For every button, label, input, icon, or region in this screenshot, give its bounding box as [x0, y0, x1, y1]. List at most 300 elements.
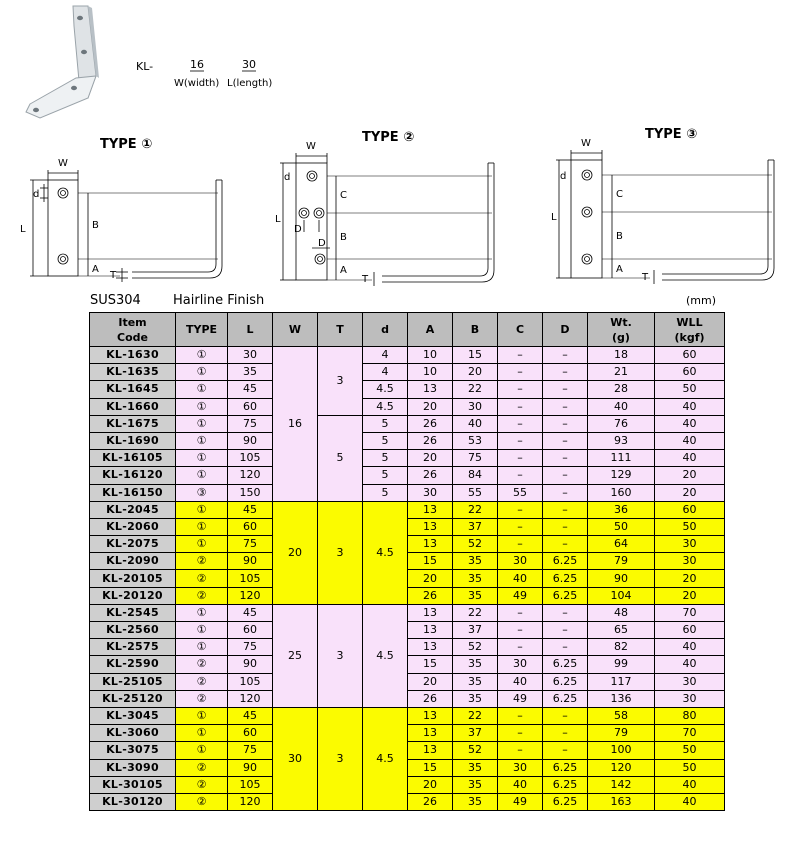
table-row — [90, 398, 725, 415]
type2-dim-C: C — [340, 190, 347, 201]
cell-C: – — [498, 639, 543, 656]
table-row — [90, 518, 725, 535]
cell-B: 30 — [453, 398, 498, 415]
header-L: L — [228, 313, 273, 347]
cell-C: 40 — [498, 776, 543, 793]
table-row — [90, 467, 725, 484]
cell-C: – — [498, 742, 543, 759]
cell-W: 30 — [273, 707, 318, 810]
type3-dim-T: T — [642, 272, 649, 283]
cell-B: 52 — [453, 536, 498, 553]
cell-wll: 40 — [655, 432, 725, 449]
cell-C: – — [498, 432, 543, 449]
cell-weight: 104 — [588, 587, 655, 604]
cell-B: 35 — [453, 690, 498, 707]
cell-type: ① — [176, 398, 228, 415]
type2-dim-D: D — [294, 224, 302, 235]
type3-dim-d: d — [560, 171, 567, 182]
cell-D: – — [543, 484, 588, 501]
cell-L: 105 — [228, 570, 273, 587]
cell-wll: 40 — [655, 656, 725, 673]
cell-code: KL-16150 — [90, 484, 176, 501]
cell-type: ② — [176, 759, 228, 776]
cell-B: 53 — [453, 432, 498, 449]
type3-dim-B: B — [616, 231, 623, 242]
cell-L: 150 — [228, 484, 273, 501]
cell-L: 120 — [228, 793, 273, 810]
cell-weight: 36 — [588, 501, 655, 518]
cell-type: ② — [176, 570, 228, 587]
example-width-label: W(width) — [174, 78, 220, 89]
cell-d: 5 — [363, 432, 408, 449]
table-row — [90, 501, 725, 518]
cell-weight: 93 — [588, 432, 655, 449]
cell-C: 49 — [498, 690, 543, 707]
cell-weight: 64 — [588, 536, 655, 553]
cell-A: 20 — [408, 776, 453, 793]
cell-D: – — [543, 725, 588, 742]
table-row — [90, 656, 725, 673]
cell-code: KL-30120 — [90, 793, 176, 810]
cell-type: ① — [176, 604, 228, 621]
cell-d: 4 — [363, 347, 408, 364]
type1-dim-L: L — [20, 224, 26, 235]
cell-wll: 70 — [655, 604, 725, 621]
cell-D: – — [543, 622, 588, 639]
cell-wll: 20 — [655, 467, 725, 484]
cell-wll: 50 — [655, 759, 725, 776]
cell-C: – — [498, 622, 543, 639]
cell-type: ② — [176, 776, 228, 793]
cell-A: 26 — [408, 432, 453, 449]
cell-code: KL-1675 — [90, 415, 176, 432]
cell-L: 35 — [228, 364, 273, 381]
cell-A: 20 — [408, 570, 453, 587]
cell-weight: 90 — [588, 570, 655, 587]
cell-A: 10 — [408, 347, 453, 364]
cell-type: ① — [176, 415, 228, 432]
table-row — [90, 553, 725, 570]
cell-code: KL-16105 — [90, 450, 176, 467]
cell-weight: 79 — [588, 725, 655, 742]
cell-D: 6.25 — [543, 587, 588, 604]
cell-wll: 50 — [655, 381, 725, 398]
cell-type: ① — [176, 501, 228, 518]
cell-weight: 58 — [588, 707, 655, 724]
cell-type: ① — [176, 639, 228, 656]
type3-dim-C: C — [616, 189, 623, 200]
cell-D: – — [543, 518, 588, 535]
cell-L: 120 — [228, 587, 273, 604]
type3-drawing — [556, 150, 774, 284]
example-prefix: KL- — [136, 60, 154, 73]
cell-D: 6.25 — [543, 776, 588, 793]
cell-D: – — [543, 639, 588, 656]
cell-code: KL-20120 — [90, 587, 176, 604]
cell-type: ① — [176, 467, 228, 484]
cell-weight: 99 — [588, 656, 655, 673]
cell-L: 60 — [228, 518, 273, 535]
cell-type: ② — [176, 587, 228, 604]
cell-A: 26 — [408, 793, 453, 810]
table-row — [90, 415, 725, 432]
cell-d: 4.5 — [363, 501, 408, 604]
cell-weight: 160 — [588, 484, 655, 501]
cell-D: – — [543, 398, 588, 415]
cell-weight: 129 — [588, 467, 655, 484]
cell-type: ② — [176, 673, 228, 690]
cell-wll: 30 — [655, 673, 725, 690]
cell-wll: 40 — [655, 776, 725, 793]
cell-wll: 70 — [655, 725, 725, 742]
cell-C: – — [498, 398, 543, 415]
cell-L: 90 — [228, 553, 273, 570]
cell-wll: 50 — [655, 518, 725, 535]
type2-dim-L: L — [275, 214, 281, 225]
cell-T: 3 — [318, 604, 363, 707]
cell-weight: 120 — [588, 759, 655, 776]
table-row — [90, 742, 725, 759]
cell-type: ① — [176, 536, 228, 553]
header-type: TYPE — [176, 313, 228, 347]
cell-L: 90 — [228, 432, 273, 449]
cell-wll: 40 — [655, 415, 725, 432]
header-W: W — [273, 313, 318, 347]
cell-D: – — [543, 432, 588, 449]
cell-B: 22 — [453, 501, 498, 518]
cell-L: 75 — [228, 536, 273, 553]
cell-code: KL-2590 — [90, 656, 176, 673]
cell-D: – — [543, 536, 588, 553]
cell-D: 6.25 — [543, 793, 588, 810]
cell-L: 120 — [228, 467, 273, 484]
type1-title: TYPE ① — [100, 137, 153, 152]
cell-L: 45 — [228, 381, 273, 398]
type3-title: TYPE ③ — [645, 127, 698, 142]
cell-weight: 21 — [588, 364, 655, 381]
cell-C: – — [498, 415, 543, 432]
finish-label: Hairline Finish — [173, 293, 265, 308]
type3-dim-W: W — [581, 138, 591, 149]
cell-B: 35 — [453, 793, 498, 810]
cell-d: 5 — [363, 467, 408, 484]
cell-B: 22 — [453, 381, 498, 398]
type2-dim-B: B — [340, 232, 347, 243]
cell-L: 105 — [228, 673, 273, 690]
cell-D: – — [543, 381, 588, 398]
cell-B: 35 — [453, 656, 498, 673]
cell-A: 13 — [408, 536, 453, 553]
cell-A: 13 — [408, 518, 453, 535]
cell-code: KL-1660 — [90, 398, 176, 415]
cell-L: 45 — [228, 501, 273, 518]
cell-A: 26 — [408, 587, 453, 604]
cell-B: 20 — [453, 364, 498, 381]
cell-C: 40 — [498, 673, 543, 690]
cell-A: 26 — [408, 467, 453, 484]
type3-dim-L: L — [551, 212, 557, 223]
type2-dim-A: A — [340, 265, 347, 276]
cell-C: 55 — [498, 484, 543, 501]
type1-dim-W: W — [58, 158, 68, 169]
cell-B: 35 — [453, 587, 498, 604]
cell-D: 6.25 — [543, 570, 588, 587]
cell-code: KL-1645 — [90, 381, 176, 398]
cell-A: 13 — [408, 707, 453, 724]
cell-L: 60 — [228, 725, 273, 742]
cell-B: 37 — [453, 622, 498, 639]
table-row — [90, 450, 725, 467]
spec-table — [89, 312, 725, 811]
cell-B: 75 — [453, 450, 498, 467]
table-row — [90, 725, 725, 742]
type2-dim-D-lower: D — [318, 238, 326, 249]
cell-L: 105 — [228, 450, 273, 467]
type1-dim-B: B — [92, 220, 99, 231]
cell-L: 75 — [228, 639, 273, 656]
cell-A: 10 — [408, 364, 453, 381]
table-row — [90, 639, 725, 656]
cell-A: 15 — [408, 759, 453, 776]
example-length-label: L(length) — [227, 78, 273, 89]
table-row — [90, 381, 725, 398]
cell-code: KL-1690 — [90, 432, 176, 449]
cell-D: 6.25 — [543, 553, 588, 570]
cell-B: 35 — [453, 553, 498, 570]
type1-dim-T: T — [110, 270, 117, 281]
table-row — [90, 776, 725, 793]
cell-A: 20 — [408, 673, 453, 690]
cell-code: KL-3045 — [90, 707, 176, 724]
cell-A: 15 — [408, 656, 453, 673]
type1-dim-A: A — [92, 264, 99, 275]
cell-type: ③ — [176, 484, 228, 501]
unit-label: (mm) — [685, 294, 716, 307]
cell-d: 5 — [363, 415, 408, 432]
cell-type: ① — [176, 725, 228, 742]
type3-dim-A: A — [616, 264, 623, 275]
cell-L: 105 — [228, 776, 273, 793]
cell-weight: 18 — [588, 347, 655, 364]
cell-wll: 50 — [655, 742, 725, 759]
cell-wll: 30 — [655, 553, 725, 570]
cell-wll: 60 — [655, 622, 725, 639]
header-wll: WLL (kgf) — [655, 313, 725, 347]
cell-B: 52 — [453, 639, 498, 656]
table-row — [90, 759, 725, 776]
cell-code: KL-2090 — [90, 553, 176, 570]
cell-C: – — [498, 518, 543, 535]
type2-dim-W: W — [306, 141, 316, 152]
cell-B: 15 — [453, 347, 498, 364]
cell-wll: 40 — [655, 793, 725, 810]
cell-L: 75 — [228, 415, 273, 432]
cell-type: ① — [176, 742, 228, 759]
cell-wll: 60 — [655, 347, 725, 364]
cell-D: – — [543, 415, 588, 432]
cell-T: 5 — [318, 415, 363, 501]
table-row — [90, 622, 725, 639]
table-row — [90, 604, 725, 621]
cell-A: 13 — [408, 501, 453, 518]
cell-C: – — [498, 381, 543, 398]
cell-type: ② — [176, 793, 228, 810]
cell-weight: 136 — [588, 690, 655, 707]
cell-wll: 60 — [655, 501, 725, 518]
cell-weight: 48 — [588, 604, 655, 621]
cell-C: 40 — [498, 570, 543, 587]
cell-type: ① — [176, 622, 228, 639]
cell-wll: 40 — [655, 450, 725, 467]
type2-dim-d: d — [284, 172, 291, 183]
cell-code: KL-1630 — [90, 347, 176, 364]
cell-d: 4 — [363, 364, 408, 381]
cell-code: KL-16120 — [90, 467, 176, 484]
cell-d: 4.5 — [363, 381, 408, 398]
cell-type: ② — [176, 690, 228, 707]
drawings-area — [0, 0, 800, 290]
cell-L: 90 — [228, 656, 273, 673]
cell-wll: 20 — [655, 587, 725, 604]
cell-C: – — [498, 364, 543, 381]
cell-A: 13 — [408, 604, 453, 621]
cell-A: 13 — [408, 381, 453, 398]
cell-code: KL-2560 — [90, 622, 176, 639]
cell-C: – — [498, 536, 543, 553]
cell-C: 30 — [498, 656, 543, 673]
cell-code: KL-3075 — [90, 742, 176, 759]
cell-code: KL-1635 — [90, 364, 176, 381]
cell-code: KL-3090 — [90, 759, 176, 776]
table-row — [90, 347, 725, 364]
header-D: D — [543, 313, 588, 347]
cell-weight: 79 — [588, 553, 655, 570]
cell-T: 3 — [318, 347, 363, 416]
cell-d: 4.5 — [363, 398, 408, 415]
cell-L: 60 — [228, 398, 273, 415]
cell-C: 30 — [498, 759, 543, 776]
cell-weight: 142 — [588, 776, 655, 793]
type1-dim-d: d — [33, 189, 40, 200]
cell-code: KL-2545 — [90, 604, 176, 621]
cell-L: 75 — [228, 742, 273, 759]
cell-D: – — [543, 450, 588, 467]
cell-L: 120 — [228, 690, 273, 707]
table-row — [90, 673, 725, 690]
header-d: d — [363, 313, 408, 347]
table-row — [90, 364, 725, 381]
cell-code: KL-30105 — [90, 776, 176, 793]
example-length-value: 30 — [242, 58, 256, 71]
table-row — [90, 570, 725, 587]
table-row — [90, 707, 725, 724]
table-row — [90, 793, 725, 810]
cell-d: 4.5 — [363, 707, 408, 810]
cell-weight: 65 — [588, 622, 655, 639]
header-A: A — [408, 313, 453, 347]
type2-drawing — [280, 153, 494, 286]
cell-type: ① — [176, 364, 228, 381]
cell-wll: 60 — [655, 364, 725, 381]
type2-dim-T: T — [362, 274, 369, 285]
header-code: Item Code — [90, 313, 176, 347]
cell-code: KL-2045 — [90, 501, 176, 518]
header-weight: Wt. (g) — [588, 313, 655, 347]
cell-wll: 40 — [655, 398, 725, 415]
cell-A: 26 — [408, 415, 453, 432]
type1-drawing — [30, 170, 222, 282]
cell-D: – — [543, 501, 588, 518]
cell-L: 45 — [228, 707, 273, 724]
cell-type: ① — [176, 518, 228, 535]
header-B: B — [453, 313, 498, 347]
table-row — [90, 690, 725, 707]
cell-A: 13 — [408, 622, 453, 639]
cell-type: ① — [176, 432, 228, 449]
cell-B: 37 — [453, 725, 498, 742]
cell-B: 35 — [453, 776, 498, 793]
cell-weight: 28 — [588, 381, 655, 398]
cell-W: 25 — [273, 604, 318, 707]
bracket-photo — [26, 6, 99, 118]
header-row — [90, 313, 725, 347]
cell-type: ② — [176, 656, 228, 673]
cell-code: KL-25120 — [90, 690, 176, 707]
table-caption — [90, 293, 720, 309]
cell-C: – — [498, 707, 543, 724]
cell-C: – — [498, 604, 543, 621]
cell-A: 13 — [408, 639, 453, 656]
cell-weight: 117 — [588, 673, 655, 690]
cell-type: ① — [176, 381, 228, 398]
cell-W: 16 — [273, 347, 318, 502]
cell-D: – — [543, 364, 588, 381]
material-label: SUS304 — [90, 293, 141, 308]
cell-wll: 30 — [655, 536, 725, 553]
cell-B: 37 — [453, 518, 498, 535]
cell-type: ① — [176, 347, 228, 364]
header-C: C — [498, 313, 543, 347]
cell-D: 6.25 — [543, 673, 588, 690]
cell-code: KL-3060 — [90, 725, 176, 742]
cell-weight: 76 — [588, 415, 655, 432]
cell-D: 6.25 — [543, 690, 588, 707]
cell-B: 84 — [453, 467, 498, 484]
cell-code: KL-2075 — [90, 536, 176, 553]
cell-C: – — [498, 467, 543, 484]
cell-B: 22 — [453, 707, 498, 724]
cell-wll: 20 — [655, 484, 725, 501]
cell-weight: 82 — [588, 639, 655, 656]
cell-C: – — [498, 725, 543, 742]
table-row — [90, 484, 725, 501]
cell-C: – — [498, 501, 543, 518]
cell-A: 20 — [408, 398, 453, 415]
cell-T: 3 — [318, 707, 363, 810]
cell-type: ② — [176, 553, 228, 570]
cell-d: 5 — [363, 450, 408, 467]
table-row — [90, 432, 725, 449]
cell-L: 60 — [228, 622, 273, 639]
cell-D: – — [543, 347, 588, 364]
cell-wll: 80 — [655, 707, 725, 724]
cell-T: 3 — [318, 501, 363, 604]
cell-weight: 163 — [588, 793, 655, 810]
cell-B: 55 — [453, 484, 498, 501]
cell-code: KL-20105 — [90, 570, 176, 587]
cell-B: 35 — [453, 570, 498, 587]
cell-weight: 111 — [588, 450, 655, 467]
